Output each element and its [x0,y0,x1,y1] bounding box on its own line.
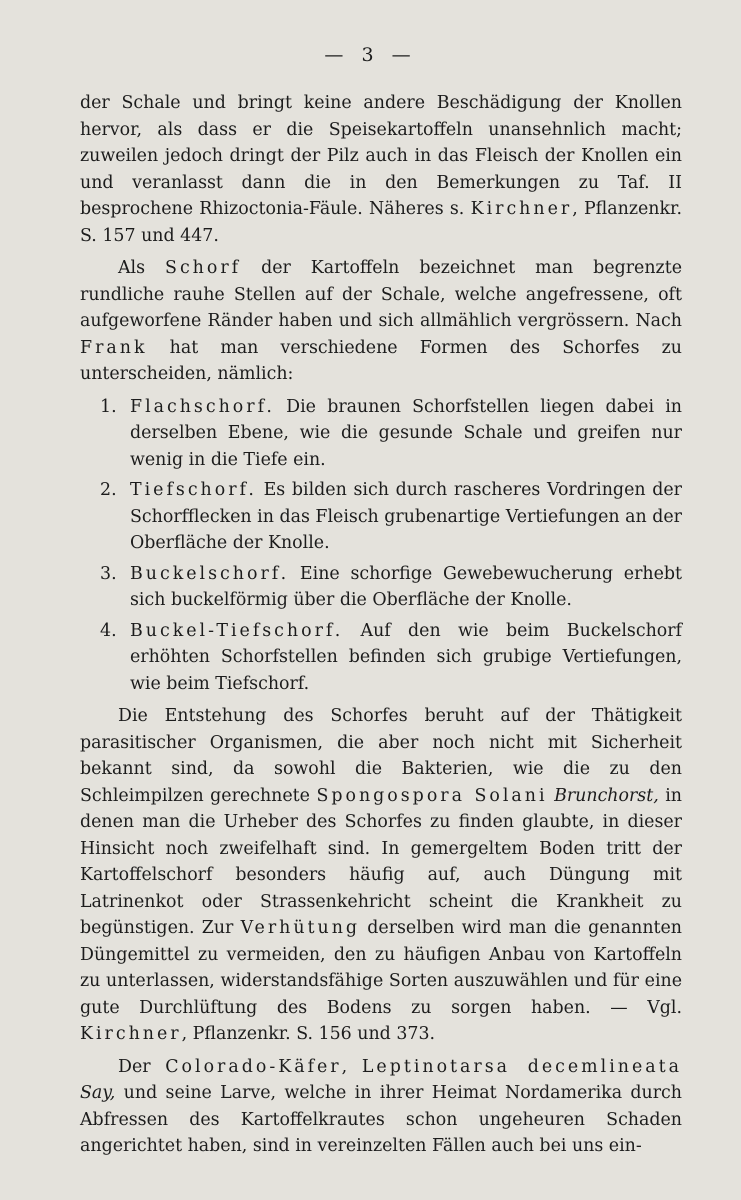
text-run: Die Entstehung des Schorfes beruht auf der Thätigkeit parasitischer Organismen, die aber noch nicht mit Sicherheit bekannt sind, da sowohl die Bakterien, wie die zu den Schleimpilzen gerechnete [80,706,682,806]
species-name: Spongospora Solani [316,785,548,806]
list-item [80,618,682,698]
text-run: und seine Larve, welche in ihrer Heimat Nordamerika durch Abfressen des Kartoffelkrautes schon ungeheuren Schaden angerichtet haben, sind in vereinzelten Fällen auch bei uns ein- [80,1083,682,1156]
text-run: in denen man die Urheber des Schorfes zu finden glaubte, in dieser Hinsicht noch zweifelhaft sind. In gemergeltem Boden tritt der Kartoffelschorf besonders häufig auf, auch Düngung mit Latrinenkot oder Strassenkehricht scheint die Krankheit zu begünstigen. Zur [80,785,683,938]
form-name: Buckelschorf. [130,563,290,584]
page-body [80,90,682,1166]
paragraph-schorf [80,255,682,388]
list-number: 1. [100,396,117,417]
list-number: 4. [100,620,117,641]
form-name: Flachschorf. [130,396,275,417]
schorf-forms-list [80,394,682,698]
form-description: Es bilden sich durch rascheres Vordringen der Schorfflecken in das Fleisch grubenartige Vertiefungen an der Oberfläche der Knolle. [130,480,682,553]
text-run: der Kartoffeln bezeichnet man begrenzte rundliche rauhe Stellen auf der Schale, welche angefressene, oft aufgeworfene Ränder haben und sich allmählich vergrössern. Nach [80,258,682,331]
paragraph-continuation [80,90,682,249]
list-item [80,394,682,474]
text-run: hat man verschiedene Formen des Schorfes zu unterscheiden, nämlich: [80,337,682,384]
text-run: , Pflanzenkr. S. 156 und 373. [181,1024,436,1044]
text-run: derselben wird man die genannten Düngemittel zu vermeiden, den zu häufigen Anbau von Kartoffeln zu unterlassen, widerstandsfähige Sorten auszuwählen und für eine gute Durchlüftung des Bodens zu sorgen haben. — Vgl. [80,918,682,1018]
form-description: Eine schorfige Gewebewucherung erhebt sich buckelförmig über die Oberfläche der Knolle. [130,563,682,610]
species-name: Leptinotarsa decemlineata [361,1056,682,1077]
paragraph-colorado [80,1054,682,1160]
term-highlight: Schorf [165,258,242,278]
text-run: Der [118,1056,166,1077]
paragraph-entstehung [80,703,682,1048]
list-item [80,477,682,557]
text-run: Als [118,258,166,278]
author-name: Kirchner [470,199,573,219]
author-name: Frank [80,337,148,358]
species-author: Brunchorst, [547,785,659,806]
text-run: , [341,1056,362,1077]
form-description: Auf den wie beim Buckelschorf erhöhten Schorfstellen befinden sich grubige Vertiefungen, wie beim Tiefschorf. [130,620,682,694]
form-name: Tiefschorf. [130,480,257,500]
text-run: , Pflanzenkr. S. 157 und 447. [80,199,682,246]
list-number: 3. [100,563,117,584]
term-highlight: Colorado-Käfer [165,1056,342,1077]
form-description: Die braunen Schorfstellen liegen dabei in derselben Ebene, wie die gesunde Schale und greifen nur wenig in die Tiefe ein. [130,396,682,470]
species-author: Say, [80,1083,116,1103]
text-run: der Schale und bringt keine andere Beschädigung der Knollen hervor, als dass er die Speisekartoffeln unansehnlich macht; zuweilen jedoch dringt der Pilz auch in das Fleisch der Knollen ein und veranlasst dann die in den Bemerkungen zu Taf. II besprochene Rhizoctonia-Fäule. Näheres s. [80,93,682,219]
page-number: — 3 — [324,44,417,66]
form-name: Buckel-Tiefschorf. [130,620,344,641]
list-number: 2. [100,480,117,500]
list-item [80,561,682,614]
author-name: Kirchner [80,1024,182,1044]
term-highlight: Verhütung [240,918,361,938]
